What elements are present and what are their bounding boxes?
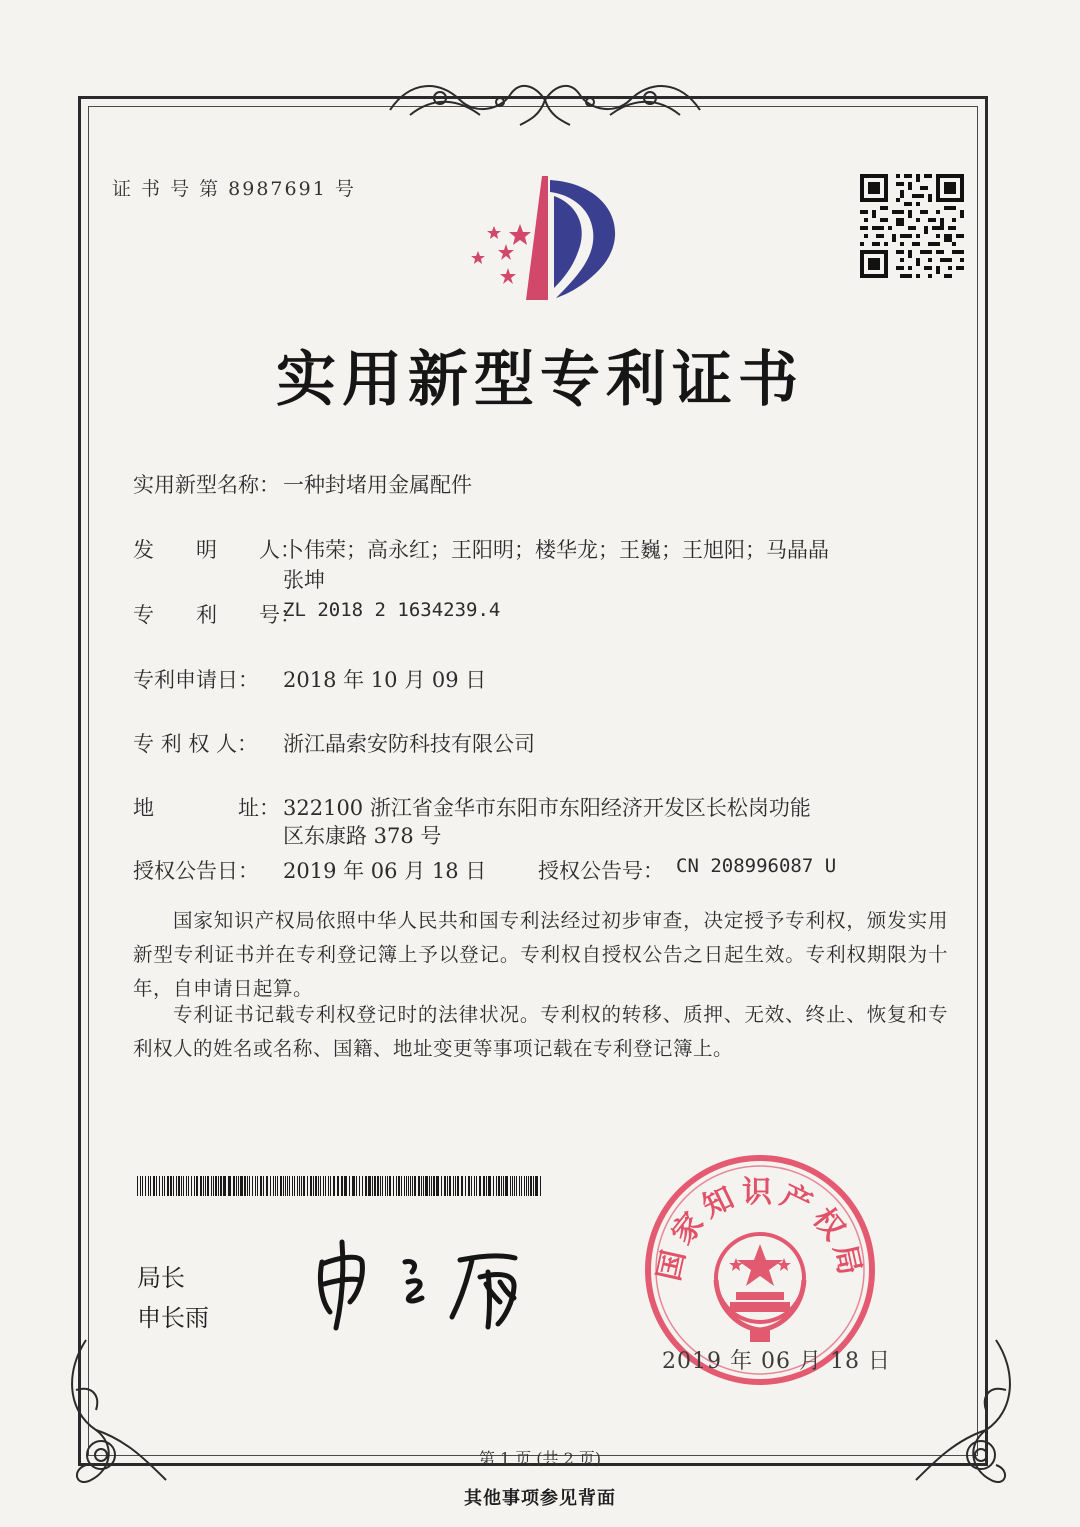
grant-date-label: 授权公告日： [133,859,259,883]
name-value: 一种封堵用金属配件 [283,473,472,497]
page-indicator: 第 1 页 (共 2 页) [478,1449,602,1468]
national-emblem-icon [716,1234,804,1342]
signatory-name: 申长雨 [137,1304,209,1332]
qr-code-icon [860,174,964,278]
patentee-value: 浙江晶索安防科技有限公司 [283,732,535,756]
footer-note: 其他事项参见背面 [464,1488,616,1509]
inventors-value-line1: 卜伟荣；高永红；王阳明；楼华龙；王巍；王旭阳；马晶晶 [283,538,829,562]
address-value-line1: 322100 浙江省金华市东阳市东阳经济开发区长松岗功能 [283,796,811,820]
seal-date: 2019 年 06 月 18 日 [662,1349,891,1374]
statement-paragraph-1: 国家知识产权局依照中华人民共和国专利法经过初步审查，决定授予专利权，颁发实用新型专利证书并在专利登记簿上予以登记。专利权自授权公告之日起生效。专利权期限为十年，自申请日起算。 [133,909,948,1000]
filing-date-label: 专利申请日： [133,668,259,692]
patent-number-label: 专 利 号： [133,603,301,627]
certificate-number: 证 书 号 第 8987691 号 [112,178,356,200]
handwritten-signature-icon [300,1232,560,1332]
barcode-icon [137,1176,545,1196]
inventors-value-line2: 张坤 [283,568,325,592]
grant-number-value: CN 208996087 U [676,855,837,877]
patent-office-logo-icon [468,176,628,304]
certificate-title: 实用新型专利证书 [276,345,804,415]
grant-number-label: 授权公告号： [538,859,664,883]
inventors-label: 发 明 人： [133,538,301,562]
patent-number-value: ZL 2018 2 1634239.4 [283,599,501,621]
signatory-title: 局长 [137,1264,185,1292]
filing-date-value: 2018 年 10 月 09 日 [283,668,487,692]
bottom-right-ornament-icon [906,1330,1026,1500]
name-label: 实用新型名称： [133,473,280,497]
seal-text: 国家知识产权局 [651,1175,869,1285]
statement-paragraph-2: 专利证书记载专利权登记时的法律状况。专利权的转移、质押、无效、终止、恢复和专利权人的姓名或名称、国籍、地址变更等事项记载在专利登记簿上。 [133,1003,948,1060]
address-label: 地 址： [133,796,280,820]
patentee-label: 专 利 权 人： [133,732,259,756]
grant-date-value: 2019 年 06 月 18 日 [283,859,487,883]
top-ornament-icon [380,70,710,130]
bottom-left-ornament-icon [56,1330,176,1500]
address-value-line2: 区东康路 378 号 [283,824,442,848]
